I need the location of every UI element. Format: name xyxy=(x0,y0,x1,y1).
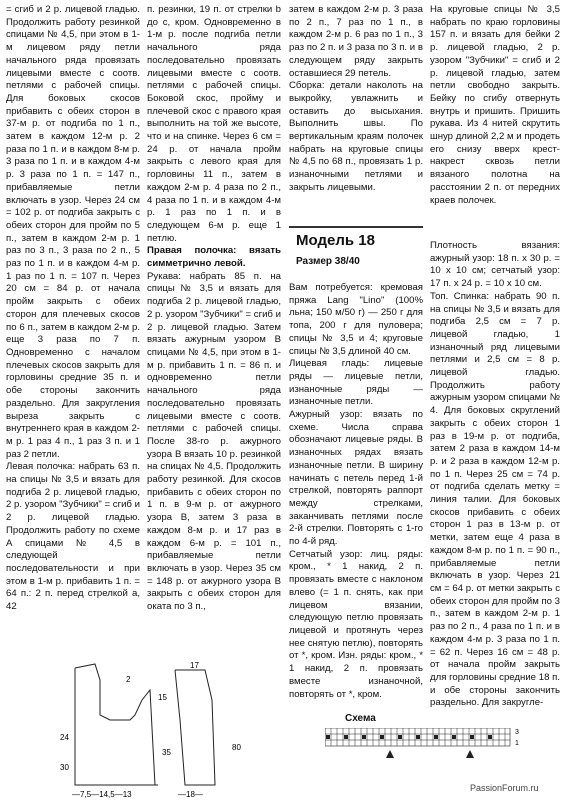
paragraph-gauge: Плотность вязания: ажурный узор: 18 п. x 30 р. = 10 x 10 см; сетчатый узор: 17 п. x 24 р. = 10 x 10 см. xyxy=(430,240,560,290)
dim-label: 15 xyxy=(158,693,167,702)
schema-cell xyxy=(470,735,474,739)
schema-cell xyxy=(344,735,348,739)
paragraph-right-front: Правая полочка: вязать симметрично левой. xyxy=(147,245,281,270)
column-3-top xyxy=(289,4,423,195)
paragraph-materials: Вам потребуется: кремовая пряжа Lang "Lino" (100% льна; 150 м/50 г) — 250 г для топа, 200 г для пуловера; спицы № 3,5 и 4; круговые спицы № 3,5 длиной 40 см. xyxy=(289,282,423,357)
dim-label: 80 xyxy=(232,743,241,752)
schema-cell xyxy=(416,735,420,739)
schema-cell xyxy=(380,735,384,739)
column-3-bottom xyxy=(289,282,423,701)
body-pattern xyxy=(75,664,160,785)
paragraph-sleeves: Рукава: набрать 85 п. на спицы № 3,5 и вязать для подгиба 2 р. лицевой гладью, 2 р. узором "Зубчики" = сгиб и 2 р. лицевой гладью. Затем вязать ажурным узором В спицами № 4,5, при этом в 1-м р. прибавить 1 п. = 86 п. и одновременно петли начального ряда последовательно провязать лицевыми вместе с соотв. петлями с рабочей спицы. После 38-го р. ажурного узора В вязать 10 р. резинкой на спицах № 4,5. Продолжить работу резинкой. Для скосов прибавить с обеих сторон по 1 п. в 9-м р. от ажурного узора В, затем 3 раза в каждом 8-м р. и 17 раз в каждом 6-м р. = 101 п., прибавляемые петли включать в узор. Через 35 см = 148 р. от ажурного узора В закрыть с обеих сторон для оката по 3 п., xyxy=(147,270,281,613)
schema-cell xyxy=(398,735,402,739)
dim-label: 2 xyxy=(126,675,131,684)
paragraph-assembly: Сборка: детали наколоть на выкройку, увлажнить и оставить до высыхания. Выполнить швы. По вертикальным краям полочек набрать на круговые спицы № 4,5 по 68 п., провязать 1 р. изнаночными петлями и закрыть лицевыми. xyxy=(289,80,423,193)
column-2 xyxy=(147,4,281,614)
paragraph: На круговые спицы № 3,5 набрать по краю горловины 157 п. и вязать для бейки 2 р. лицевой гладью, 2 р. узором "Зубчики" = сгиб и 2 р. лицевой гладью, затем петли свободно закрыть. Бейку по сгибу отвернуть внутрь и пришить. Пришить рукава. Из 4 нитей скрутить шнур длиной 2,2 м и продеть его снизу вверх крест-накрест сквозь петли вязаного полотна на расстоянии 2 п. от передних краев полочек. xyxy=(430,4,560,206)
arrow-icon xyxy=(466,750,474,758)
schema-chart xyxy=(325,728,525,764)
dim-label: —18— xyxy=(178,790,203,799)
section-divider xyxy=(289,226,423,228)
column-4-top xyxy=(430,4,560,207)
pattern-diagram xyxy=(0,660,290,800)
column-1 xyxy=(6,4,140,614)
schema-row-label: 1 xyxy=(515,740,519,747)
schema-title: Схема xyxy=(345,713,376,724)
paragraph: = сгиб и 2 р. лицевой гладью. Продолжить работу резинкой спицами № 4,5, при этом в 1-м лицевом ряду петли начального ряда провязать лицевыми вместе с соотв. петлями с рабочей спицы. Для боковых скосов прибавить с обеих сторон в 37-м р. от подгиба по 1 п., затем в каждом 12-м р. 2 раза по 1 п. и в каждом 8-м р. 3 раза по 1 п. и в каждом 4-м р. 3 раза по 1 п. = 147 п., прибавляемые петли включать в узор. Через 24 см = 102 р. от подгиба закрыть с обеих сторон для пройм по 5 п., затем в каждом 2-м р. 1 раз по 3 п., 3 раза по 2 п., 5 раз по 1 п. и в каждом 4-м р. 1 раз по 1 п. = 107 п. Через 20 см = 84 р. от начала пройм закрыть с обеих сторон для плечевых скосов по 6 п., затем в каждом 2-м р. еще 3 раза по 7 п. Одновременно с началом плечевых скосов закрыть для горловины средние 35 п. и обе стороны закончить раздельно. Для закругления выреза закрыть с внутреннего края в каждом 2-м р. 1 раз 4 п., 1 раз 3 п. и 1 раз 2 петли. xyxy=(6,4,140,460)
model-title: Модель 18 xyxy=(296,232,375,249)
model-size: Размер 38/40 xyxy=(296,256,360,267)
paragraph-left-front: Левая полочка: набрать 63 п. на спицы № 3,5 и вязать для подгиба 2 р. лицевой гладью, 2 р. узором "Зубчики" = сгиб и 2 р. лицевой гладью. Продолжить работу по схеме А спицами № 4,5 в следующей последовательности и при этом в 1-м р. прибавить 1 п. = 64 п.: 2 п. перед стрелкой а, 42 xyxy=(6,461,140,613)
watermark: PassionForum.ru xyxy=(470,783,539,793)
dim-label: —7,5—14,5—13 xyxy=(72,790,132,799)
schema-cell xyxy=(488,735,492,739)
paragraph-stockinette: Лицевая гладь: лицевые ряды — лицевые петли, изнаночные ряды — изнаночные петли. xyxy=(289,358,423,408)
sleeve-pattern xyxy=(175,670,215,785)
paragraph-top-back: Топ. Спинка: набрать 90 п. на спицы № 3,5 и вязать для подгиба 2,5 см = 7 р. лицевой гладью, 1 изнаночный ряд лицевыми петлями и 2,5 см = 8 р. лицевой гладью. Продолжить работу ажурным узором спицами № 4. Для боковых скруглений закрыть с обеих сторон 1 раз в 19-м р. от подгиба, затем 2 раза в каждом 14-м р. и 2 раза в каждом 12-м р. по 1 п. Через 25 см = 74 р. от подгиба сделать метку = линия талии. Для боковых скосов прибавить с обеих сторон 1 раз в 13-м р. от метки, затем еще 4 раза в каждом 8-м р. по 1 п. = 90 п., прибавляемые петли включать в узор. Через 21 см = 64 р. от метки закрыть с обеих сторон для пройм по 3 п., затем в каждом 2-м р. 1 раз по 2 п., 4 раза по 1 п. и в каждом 4-м р. 3 раза по 1 п. = 62 п. Через 16 см = 48 р. от начала пройм закрыть для горловины средние 18 п. и обе стороны закончить раздельно. Для закругле- xyxy=(430,290,561,709)
dim-label: 35 xyxy=(162,748,171,757)
schema-cell xyxy=(434,735,438,739)
column-4-bottom xyxy=(430,240,560,710)
paragraph-lace: Ажурный узор: вязать по схеме. Числа справа обозначают лицевые ряды. В изнаночных рядах вязать изнаночные петли. В ширину начинать с петель перед 1-й стрелкой, повторять раппорт между стрелками, заканчивать петлями после 2-й стрелки. Повторять с 1-го по 4-й ряд. xyxy=(289,409,423,548)
schema-cell xyxy=(452,735,456,739)
paragraph: затем в каждом 2-м р. 3 раза по 2 п., 7 раз по 1 п., в каждом 2-м р. 6 раз по 1 п., 3 раз по 2 п. и 3 раза по 3 п. и в следующем ряду закрыть оставшиеся 29 петель. xyxy=(289,4,423,79)
schema-cell xyxy=(326,735,330,739)
schema-row-label: 3 xyxy=(515,729,519,736)
dim-label: 17 xyxy=(190,661,199,670)
dim-label: 30 xyxy=(60,763,69,772)
arrow-icon xyxy=(386,750,394,758)
dim-label: 24 xyxy=(60,733,69,742)
schema-cell xyxy=(362,735,366,739)
paragraph-mesh: Сетчатый узор: лиц. ряды: кром., * 1 накид, 2 п. провязать вместе с наклоном влево (= 1 п. снять, как при лицевом вязании, следующую петлю провязать лицевой и протянуть через нее снятую петлю), повторять от *, кром. Изн. ряды: кром., * 1 накид, 2 п. провязать вместе изнаночной, повторять от *, кром. xyxy=(289,548,423,700)
paragraph: п. резинки, 19 п. от стрелки b до c, кром. Одновременно в 1-м р. после подгиба петли начального ряда последовательно провязать лицевыми вместе с соотв. петлями с рабочей спицы. Боковой скос, пройму и плечевой скос с правого края выполнить на той же высоте, что и на спинке. Через 6 см = 24 р. от начала пройм закрыть с левого края для горловины 11 п., затем в каждом 2-м р. 4 раза по 2 п., 4 раза по 1 п. и в каждом 4-м р. 1 раз по 1 п. и в следующем 6-м р. еще 1 петлю. xyxy=(147,4,281,244)
